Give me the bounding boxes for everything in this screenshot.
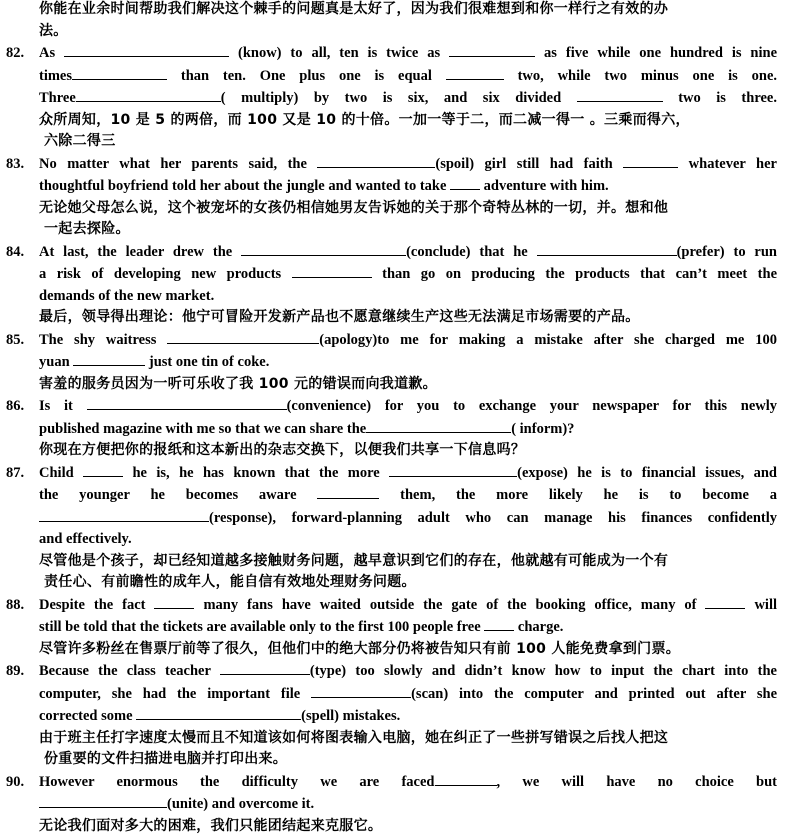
q82-text: than ten. One plus one is equal: [181, 68, 432, 84]
q89-text: (scan) into the computer and printed out after she: [411, 686, 777, 702]
q82-blank-4[interactable]: [446, 65, 504, 80]
q90-blank-1[interactable]: [435, 771, 497, 786]
q85-number: 85.: [6, 330, 39, 352]
q87-line-4: and effectively.: [6, 529, 777, 551]
q87-text: them, the more likely he is to become a: [400, 487, 777, 503]
q82-number: 82.: [6, 43, 39, 65]
q84-number: 84.: [6, 242, 39, 264]
q84-blank-3[interactable]: [292, 263, 372, 278]
q82-text: ( multiply) by two is six, and six divided: [221, 90, 561, 106]
q87-line-1: [6, 462, 777, 485]
q83-text: thoughtful boyfriend told her about the jungle and wanted to take: [39, 178, 446, 194]
q82-text: times: [39, 68, 72, 84]
q89-blank-3[interactable]: [136, 705, 301, 720]
q85-text: yuan: [39, 354, 70, 370]
q87-blank-1[interactable]: [83, 462, 123, 477]
q83-line-2: [6, 175, 777, 198]
q89-text: (spell) mistakes.: [301, 708, 400, 724]
q89-text: computer, she had the important file: [39, 686, 300, 702]
q86-text: Is it: [39, 398, 73, 414]
q86-blank-2[interactable]: [366, 418, 511, 433]
q84-line-2: [6, 263, 777, 286]
q89-text: (type) too slowly and didn’t know how to input the chart into the: [310, 663, 777, 679]
q90-text: (unite) and overcome it.: [167, 796, 314, 812]
q89-translation-line-2: 份重要的文件扫描进电脑并打印出来。: [6, 749, 777, 771]
q86-blank-1[interactable]: [87, 395, 287, 410]
q88-blank-2[interactable]: [705, 594, 745, 609]
q86-text: (convenience) for you to exchange your newspaper for this newly: [287, 398, 777, 414]
q88-translation-line-1: 尽管许多粉丝在售票厅前等了很久，但他们中的绝大部分仍将被告知只有前 100 人能免费拿到门票。: [6, 639, 777, 661]
q82-blank-5[interactable]: [76, 87, 221, 102]
q88-line-2: [6, 616, 777, 639]
q84-translation-line-1: 最后，领导得出理论：他宁可冒险开发新产品也不愿意继续生产这些无法满足市场需要的产品。: [6, 307, 777, 329]
q83-blank-3[interactable]: [450, 175, 480, 190]
q82-text: Three: [39, 90, 76, 106]
q81-translation-line-2: 法。: [6, 21, 777, 43]
q85-line-2: [6, 351, 777, 374]
q81-translation-line-1: 你能在业余时间帮助我们解决这个棘手的问题真是太好了，因为我们很难想到和你一样行之有效的办: [6, 0, 777, 21]
q82-line-1: [6, 42, 777, 65]
q85-blank-2[interactable]: [73, 351, 145, 366]
q88-text: many fans have waited outside the gate of the booking office, many of: [203, 597, 696, 613]
q87-line-3: [6, 507, 777, 530]
q86-translation-line-1: 你现在方便把你的报纸和这本新出的杂志交换下，以便我们共享一下信息吗？: [6, 440, 777, 462]
q83-translation-line-2: 一起去探险。: [6, 219, 777, 241]
q87-number: 87.: [6, 463, 39, 485]
q89-line-3: [6, 705, 777, 728]
q84-text: At last, the leader drew the: [39, 244, 232, 260]
q86-text: published magazine with me so that we can share the: [39, 421, 366, 437]
q85-text: The shy waitress: [39, 332, 156, 348]
q90-line-2: [6, 793, 777, 816]
q90-translation-line-1: 无论我们面对多大的困难，我们只能团结起来克服它。: [6, 816, 777, 837]
q87-text: (response), forward-planning adult who can manage his finances confidently: [209, 510, 777, 526]
q87-text: he is, he has known that the more: [132, 465, 379, 481]
q82-blank-2[interactable]: [449, 42, 535, 57]
q89-blank-2[interactable]: [311, 683, 411, 698]
q89-number: 89.: [6, 661, 39, 683]
q83-number: 83.: [6, 154, 39, 176]
q82-translation-line-1: 众所周知，10 是 5 的两倍，而 100 又是 10 的十倍。一加一等于二，而二减一得一 。三乘而得六，: [6, 110, 777, 132]
q84-line-3: demands of the new market.: [6, 286, 777, 308]
q87-blank-4[interactable]: [39, 507, 209, 522]
q82-text: two, while two minus one is one.: [518, 68, 777, 84]
q87-line-2: [6, 484, 777, 507]
q87-translation-line-1: 尽管他是个孩子，却已经知道越多接触财务问题，越早意识到它们的存在，他就越有可能成为一个有: [6, 551, 777, 573]
q88-text: will: [754, 597, 777, 613]
q88-text: Despite the fact: [39, 597, 146, 613]
q82-translation-line-2: 六除二得三: [6, 131, 777, 153]
q89-blank-1[interactable]: [220, 660, 310, 675]
q84-text: (prefer) to run: [677, 244, 777, 260]
q83-blank-2[interactable]: [623, 153, 678, 168]
q88-blank-1[interactable]: [154, 594, 194, 609]
q84-text: (conclude) that he: [406, 244, 528, 260]
q83-translation-line-1: 无论她父母怎么说，这个被宠坏的女孩仍相信她男友告诉她的关于那个奇特丛林的一切，并。想和他: [6, 198, 777, 220]
q87-text: Child: [39, 465, 74, 481]
q85-translation-line-1: 害羞的服务员因为一听可乐收了我 100 元的错误而向我道歉。: [6, 374, 777, 396]
q89-line-1: [6, 660, 777, 683]
q89-text: corrected some: [39, 708, 133, 724]
q83-line-1: [6, 153, 777, 176]
q85-blank-1[interactable]: [167, 329, 319, 344]
q82-text: two is three.: [678, 90, 777, 106]
q86-text: ( inform)?: [511, 421, 574, 437]
q89-line-2: [6, 683, 777, 706]
q85-line-1: [6, 329, 777, 352]
q88-number: 88.: [6, 595, 39, 617]
q90-blank-2[interactable]: [39, 793, 167, 808]
q82-blank-6[interactable]: [577, 87, 663, 102]
q84-line-1: [6, 241, 777, 264]
q82-text: as five while one hundred is nine: [544, 45, 777, 61]
q87-blank-3[interactable]: [317, 484, 379, 499]
q85-text: just one tin of coke.: [149, 354, 269, 370]
q82-text: (know) to all, ten is twice as: [238, 45, 440, 61]
q86-number: 86.: [6, 396, 39, 418]
q84-text: a risk of developing new products: [39, 266, 281, 282]
q84-blank-2[interactable]: [537, 241, 677, 256]
q87-text: (expose) he is to financial issues, and: [517, 465, 777, 481]
q82-line-2: [6, 65, 777, 88]
q83-text: whatever her: [689, 156, 777, 172]
q82-text: As: [39, 45, 55, 61]
q87-text: the younger he becomes aware: [39, 487, 297, 503]
q90-number: 90.: [6, 772, 39, 794]
q87-translation-line-2: 责任心、有前瞻性的成年人，能自信有效地处理财务问题。: [6, 572, 777, 594]
q88-text: still be told that the tickets are available only to the first 100 people free: [39, 619, 481, 635]
q83-text: (spoil) girl still had faith: [435, 156, 612, 172]
q86-line-1: [6, 395, 777, 418]
q90-text: However enormous the difficulty we are faced: [39, 774, 435, 790]
q88-line-1: [6, 594, 777, 617]
q84-blank-1[interactable]: [241, 241, 406, 256]
q88-blank-3[interactable]: [484, 616, 514, 631]
q90-text: , we will have no choice but: [497, 774, 778, 790]
q82-blank-1[interactable]: [64, 42, 229, 57]
q87-blank-2[interactable]: [389, 462, 517, 477]
q86-line-2: [6, 418, 777, 441]
q83-blank-1[interactable]: [317, 153, 435, 168]
q82-blank-3[interactable]: [72, 65, 167, 80]
q90-line-1: [6, 771, 777, 794]
q83-text: adventure with him.: [484, 178, 609, 194]
q83-text: No matter what her parents said, the: [39, 156, 307, 172]
q85-text: (apology)to me for making a mistake after she charged me 100: [319, 332, 777, 348]
q84-text: than go on producing the products that can’t meet the: [382, 266, 777, 282]
q89-translation-line-1: 由于班主任打字速度太慢而且不知道该如何将图表输入电脑，她在纠正了一些拼写错误之后找人把这: [6, 728, 777, 750]
q82-line-3: [6, 87, 777, 110]
q89-text: Because the class teacher: [39, 663, 211, 679]
q88-text: charge.: [518, 619, 564, 635]
